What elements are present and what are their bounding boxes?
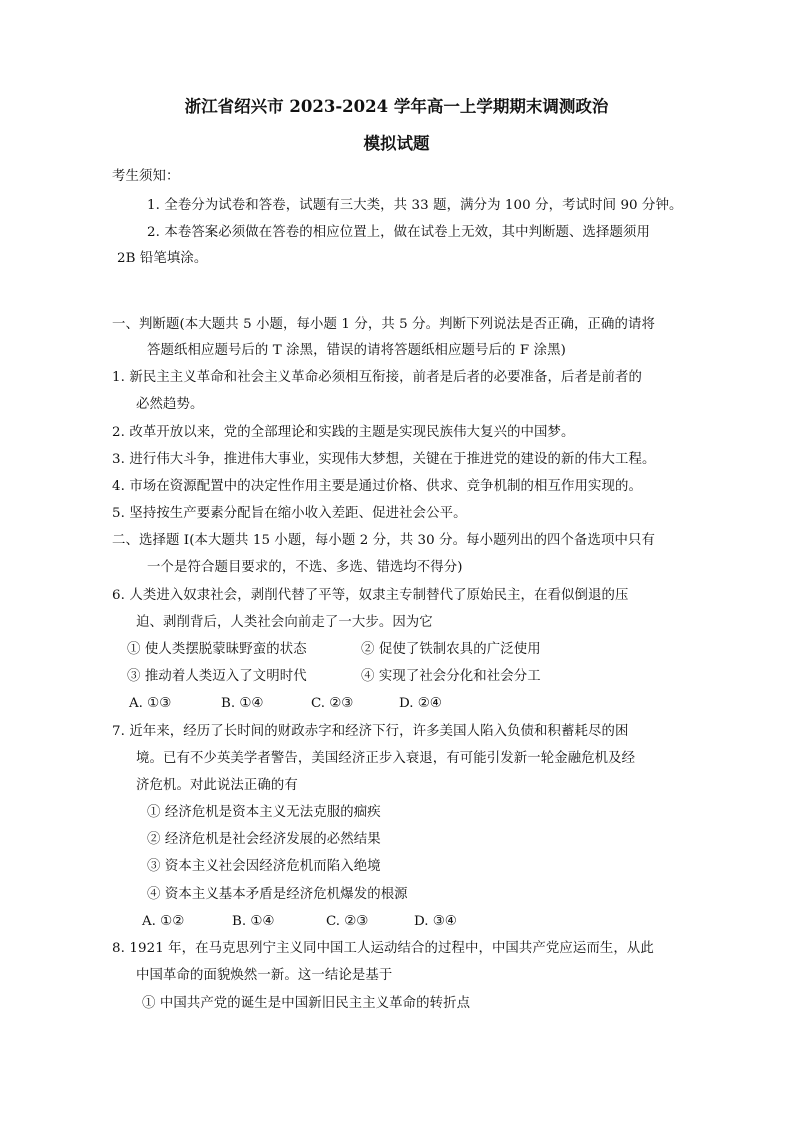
question-6-statement-1: ① 使人类摆脱蒙昧野蛮的状态 xyxy=(127,642,307,657)
question-6-option-c: C. ②③ xyxy=(311,696,354,711)
question-7-option-c: C. ②③ xyxy=(326,914,369,929)
section2-heading-line-2: 一个是符合题目要求的，不选、多选、错选均不得分) xyxy=(147,560,463,575)
question-2: 2. 改革开放以来，党的全部理论和实践的主题是实现民族伟大复兴的中国梦。 xyxy=(112,425,575,440)
notice-heading: 考生须知： xyxy=(112,169,180,184)
section1-heading-line-1: 一、判断题(本大题共 5 小题，每小题 1 分，共 5 分。判断下列说法是否正确，正确的请将 xyxy=(112,317,655,332)
notice-item-2-line-1: 2. 本卷答案必须做在答卷的相应位置上，做在试卷上无效，其中判断题、选择题须用 xyxy=(147,225,650,240)
question-3: 3. 进行伟大斗争，推进伟大事业，实现伟大梦想，关键在于推进党的建设的新的伟大工程。 xyxy=(112,452,656,467)
section1-heading-line-2: 答题纸相应题号后的 T 涂黑，错误的请将答题纸相应题号后的 F 涂黑) xyxy=(147,343,566,358)
notice-item-2-line-2: 2B 铅笔填涂。 xyxy=(117,251,208,266)
document-title-line-1: 浙江省绍兴市 2023-2024 学年高一上学期期末调测政治 xyxy=(184,97,609,116)
question-6-line-1: 6. 人类进入奴隶社会，剥削代替了平等，奴隶主专制替代了原始民主，在看似倒退的压 xyxy=(112,588,629,603)
question-1-line-1: 1. 新民主主义革命和社会主义革命必须相互衔接，前者是后者的必要准备，后者是前者的 xyxy=(112,370,642,385)
question-8-statement-1: ① 中国共产党的诞生是中国新旧民主主义革命的转折点 xyxy=(142,996,471,1011)
question-6-line-2: 迫、剥削背后，人类社会向前走了一大步。因为它 xyxy=(136,615,433,630)
section2-heading-line-1: 二、选择题 I(本大题共 15 小题，每小题 2 分，共 30 分。每小题列出的四个备选项中只有 xyxy=(112,533,655,548)
question-7-option-a: A. ①② xyxy=(142,914,185,929)
notice-item-1: 1. 全卷分为试卷和答卷，试题有三大类，共 33 题，满分为 100 分，考试时间 90 分钟。 xyxy=(147,198,683,213)
question-5: 5. 坚持按生产要素分配旨在缩小收入差距、促进社会公平。 xyxy=(112,506,467,521)
question-7-statement-4: ④ 资本主义基本矛盾是经济危机爆发的根源 xyxy=(147,887,408,902)
question-8-line-2: 中国革命的面貌焕然一新。这一结论是基于 xyxy=(136,968,393,983)
question-7-option-b: B. ①④ xyxy=(232,914,275,929)
question-4: 4. 市场在资源配置中的决定性作用主要是通过价格、供求、竞争机制的相互作用实现的。 xyxy=(112,479,642,494)
question-6-option-b: B. ①④ xyxy=(221,696,264,711)
question-6-statement-4: ④ 实现了社会分化和社会分工 xyxy=(361,669,541,684)
question-7-option-d: D. ③④ xyxy=(414,914,457,929)
question-6-option-d: D. ②④ xyxy=(399,696,442,711)
question-7-line-3: 济危机。对此说法正确的有 xyxy=(136,778,298,793)
question-7-line-1: 7. 近年来，经历了长时间的财政赤字和经济下行，许多美国人陷入负债和积蓄耗尽的困 xyxy=(112,724,629,739)
question-6-option-a: A. ①③ xyxy=(129,696,172,711)
question-6-statement-2: ② 促使了铁制农具的广泛使用 xyxy=(361,642,541,657)
question-7-statement-2: ② 经济危机是社会经济发展的必然结果 xyxy=(147,832,381,847)
question-1-line-2: 必然趋势。 xyxy=(136,397,204,412)
document-title-line-2: 模拟试题 xyxy=(363,134,430,153)
question-6-statement-3: ③ 推动着人类迈入了文明时代 xyxy=(127,669,307,684)
question-7-line-2: 境。已有不少英美学者警告，美国经济正步入衰退，有可能引发新一轮金融危机及经 xyxy=(136,751,636,766)
question-7-statement-1: ① 经济危机是资本主义无法克服的痼疾 xyxy=(147,805,381,820)
question-7-statement-3: ③ 资本主义社会因经济危机而陷入绝境 xyxy=(147,859,381,874)
question-8-line-1: 8. 1921 年，在马克思列宁主义同中国工人运动结合的过程中，中国共产党应运而生，从此 xyxy=(112,941,654,956)
